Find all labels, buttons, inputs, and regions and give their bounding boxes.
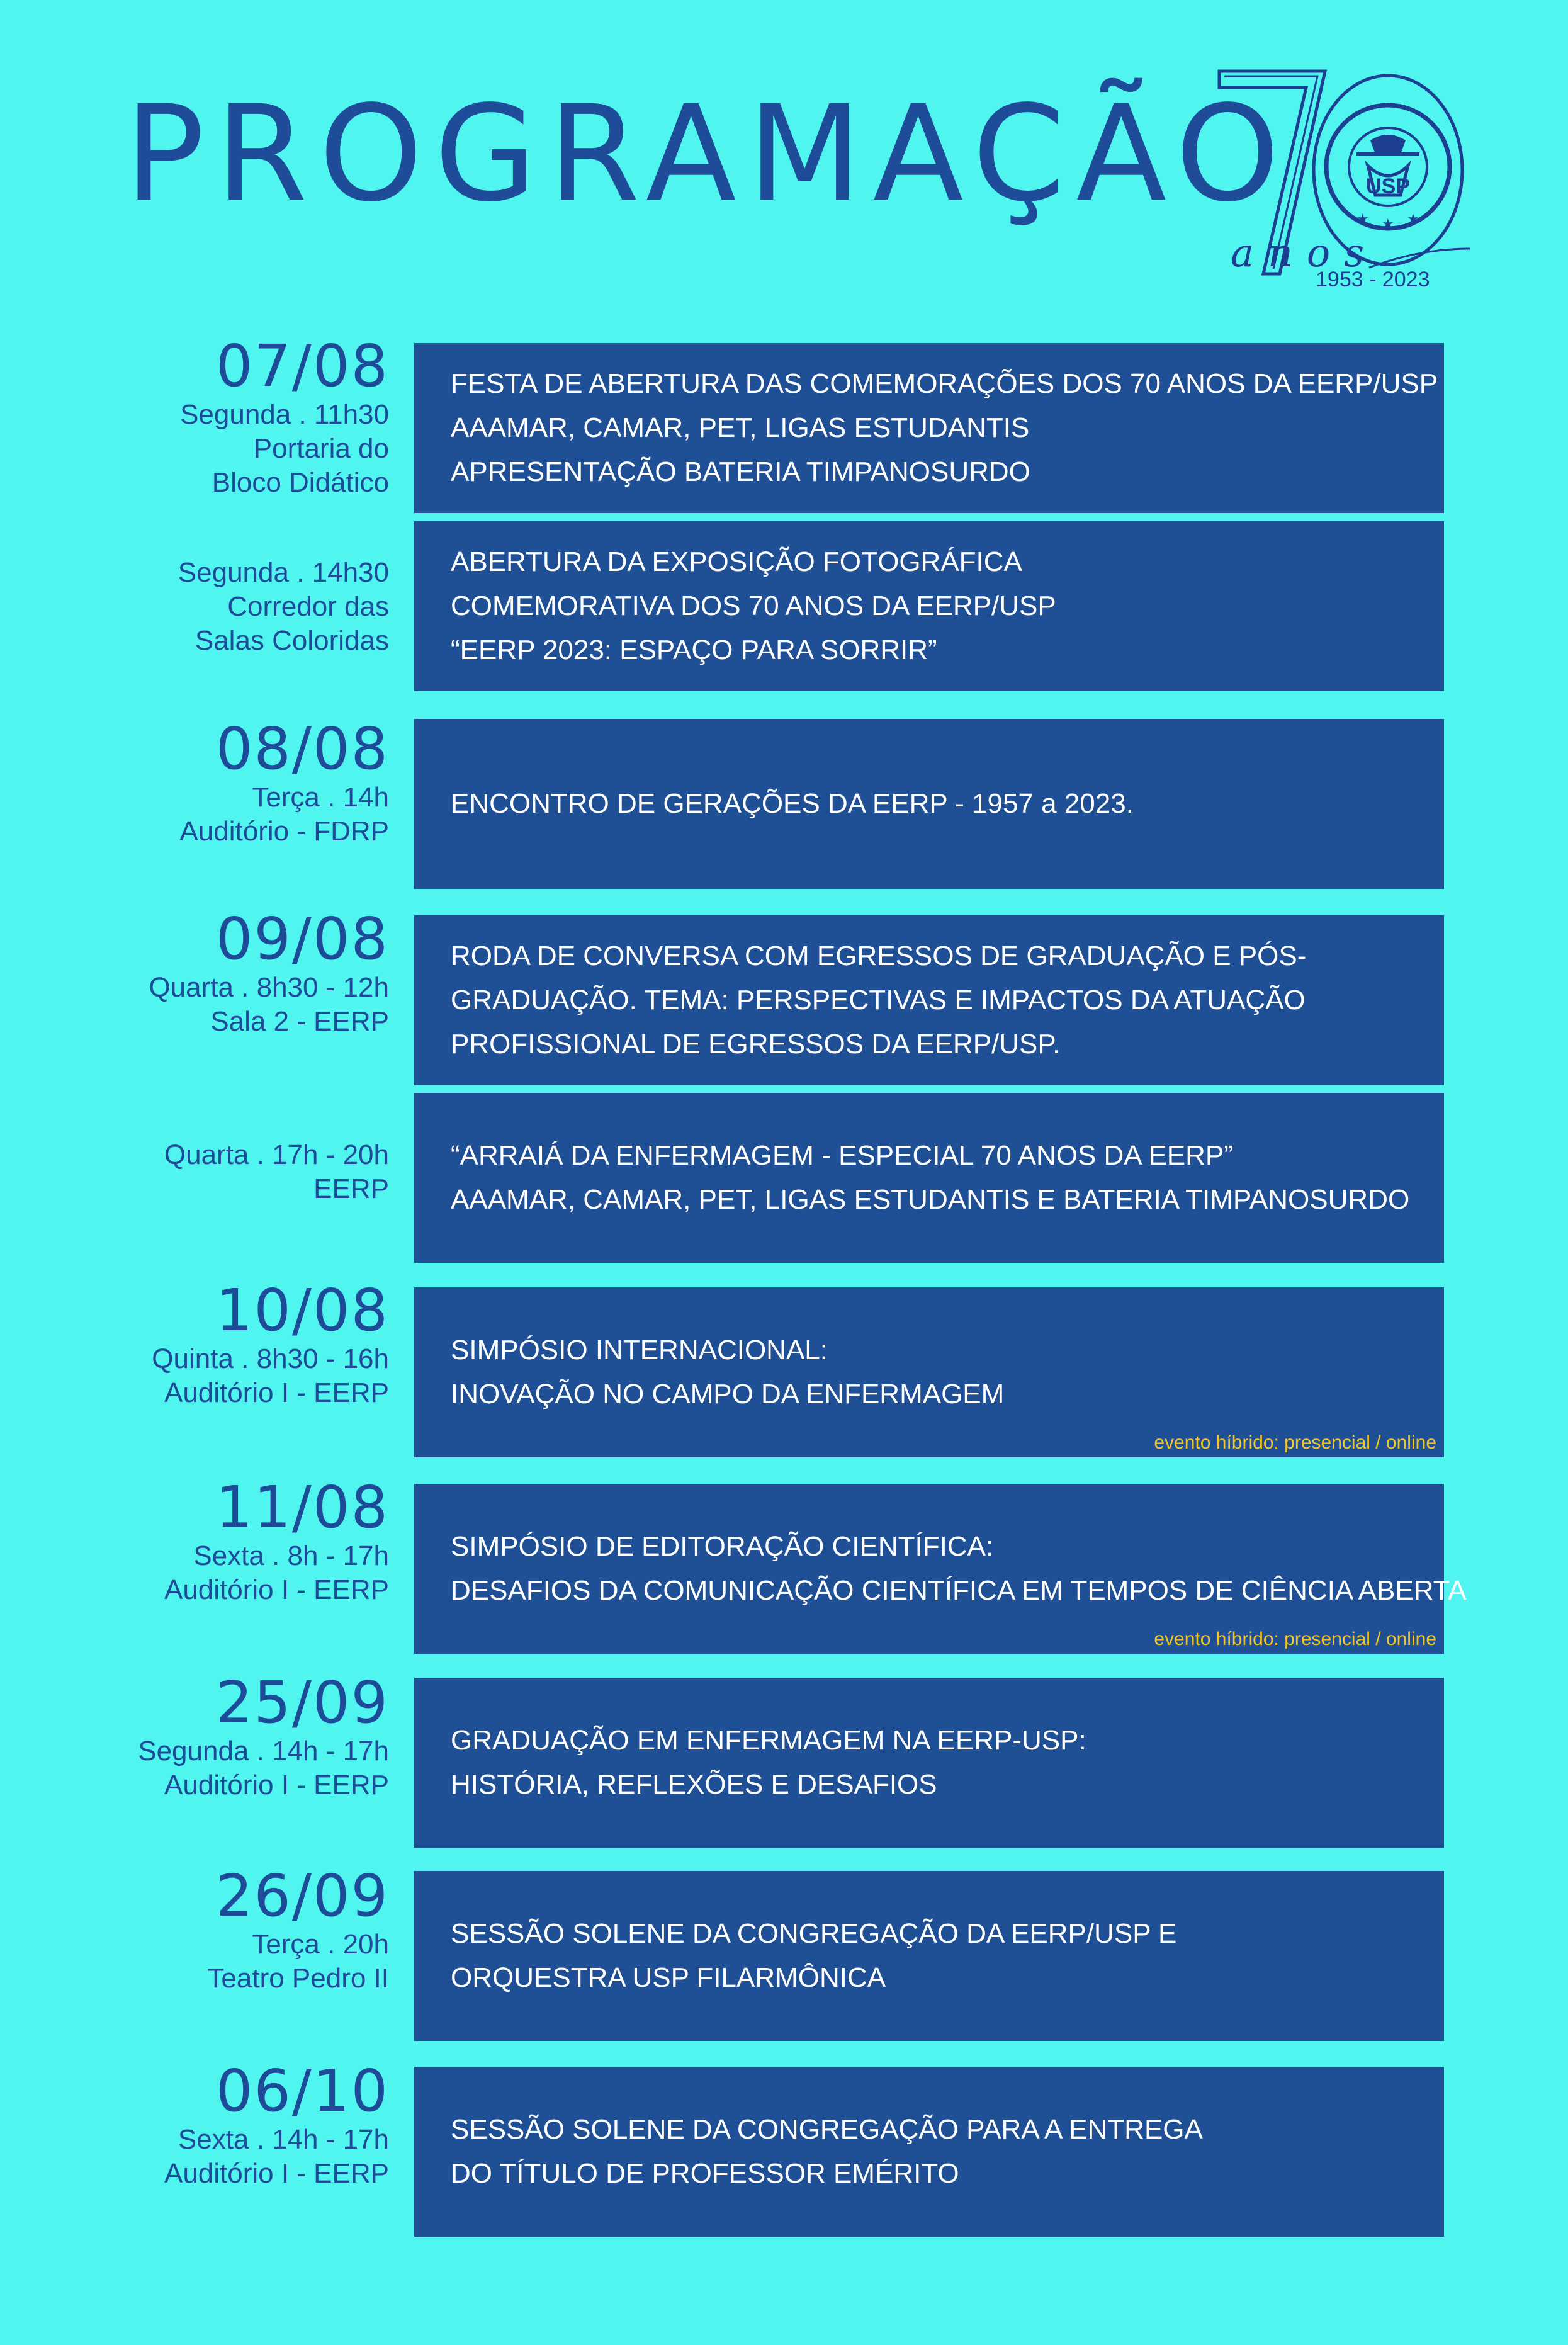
event-time: Terça . 20h <box>252 1929 389 1960</box>
event-location: Auditório I - EERP <box>164 1770 389 1800</box>
svg-text:★: ★ <box>1382 216 1394 232</box>
event-description-line: SESSÃO SOLENE DA CONGREGAÇÃO PARA A ENTREGA <box>451 2114 1203 2145</box>
event-info <box>0 905 389 1039</box>
event-date: 07/08 <box>215 332 389 400</box>
hybrid-event-note: evento híbrido: presencial / online <box>1154 1432 1436 1453</box>
event-info <box>0 556 389 658</box>
event-time: Terça . 14h <box>252 782 389 813</box>
event-date: 08/08 <box>215 715 389 783</box>
event-description-line: AAAMAR, CAMAR, PET, LIGAS ESTUDANTIS E BATERIA TIMPANOSURDO <box>451 1184 1410 1215</box>
event-location: Sala 2 - EERP <box>210 1006 389 1037</box>
event-description-line: “EERP 2023: ESPAÇO PARA SORRIR” <box>451 635 937 665</box>
logo-years: 1953 - 2023 <box>1316 268 1430 291</box>
event-info <box>0 715 389 849</box>
event-location: Bloco Didático <box>212 467 389 498</box>
event-description-line: DESAFIOS DA COMUNICAÇÃO CIENTÍFICA EM TEMPOS DE CIÊNCIA ABERTA <box>451 1575 1467 1606</box>
event-card <box>414 1678 1444 1848</box>
event-time: Quarta . 17h - 20h <box>164 1139 389 1170</box>
event-time: Sexta . 14h - 17h <box>178 2124 389 2155</box>
event-info <box>0 1476 389 1607</box>
event-description-line: DO TÍTULO DE PROFESSOR EMÉRITO <box>451 2158 959 2189</box>
event-card <box>414 2067 1444 2237</box>
event-info <box>0 1862 389 1996</box>
eerp-seal-icon <box>1326 105 1450 232</box>
event-card <box>414 521 1444 691</box>
event-date: 26/09 <box>215 1862 389 1930</box>
svg-text:★: ★ <box>1407 211 1419 227</box>
event-location: Auditório I - EERP <box>164 1377 389 1408</box>
event-date: 11/08 <box>215 1474 389 1541</box>
event-description-line: GRADUAÇÃO. TEMA: PERSPECTIVAS E IMPACTOS DA ATUAÇÃO <box>451 985 1306 1015</box>
event-description-line: HISTÓRIA, REFLEXÕES E DESAFIOS <box>451 1769 937 1800</box>
event-time: Segunda . 11h30 <box>180 399 389 430</box>
page-title: PROGRAMAÇÃO <box>125 77 1291 231</box>
event-description-line: SIMPÓSIO DE EDITORAÇÃO CIENTÍFICA: <box>451 1531 994 1562</box>
svg-text:★: ★ <box>1356 211 1369 227</box>
event-description-line: ORQUESTRA USP FILARMÔNICA <box>451 1962 886 1993</box>
event-time: Segunda . 14h - 17h <box>138 1736 389 1766</box>
event-description-line: INOVAÇÃO NO CAMPO DA ENFERMAGEM <box>451 1379 1005 1410</box>
anniversary-logo <box>1205 60 1470 299</box>
event-description-line: SIMPÓSIO INTERNACIONAL: <box>451 1335 828 1365</box>
event-location: Corredor das <box>227 591 389 622</box>
event-description-line: PROFISSIONAL DE EGRESSOS DA EERP/USP. <box>451 1029 1061 1059</box>
seal-usp-text: USP <box>1366 174 1410 198</box>
event-description-line: “ARRAIÁ DA ENFERMAGEM - ESPECIAL 70 ANOS DA EERP” <box>451 1140 1233 1171</box>
event-location: EERP <box>313 1173 389 1204</box>
event-card <box>414 915 1444 1085</box>
event-description-line: GRADUAÇÃO EM ENFERMAGEM NA EERP-USP: <box>451 1725 1086 1756</box>
event-location: Auditório - FDRP <box>179 816 389 847</box>
event-description-line: ENCONTRO DE GERAÇÕES DA EERP - 1957 a 2023. <box>451 788 1134 819</box>
event-location: Teatro Pedro II <box>207 1963 389 1994</box>
event-description-line: RODA DE CONVERSA COM EGRESSOS DE GRADUAÇÃO E PÓS- <box>451 941 1307 971</box>
event-description-line: COMEMORATIVA DOS 70 ANOS DA EERP/USP <box>451 590 1056 621</box>
event-info <box>0 1138 389 1206</box>
event-description-line: APRESENTAÇÃO BATERIA TIMPANOSURDO <box>451 456 1030 487</box>
event-info <box>0 332 389 500</box>
event-date: 25/09 <box>215 1669 389 1736</box>
event-date: 06/10 <box>215 2057 389 2125</box>
event-time: Quinta . 8h30 - 16h <box>152 1343 389 1374</box>
event-card <box>414 1093 1444 1263</box>
event-info <box>0 1279 389 1410</box>
event-card <box>414 719 1444 889</box>
event-description-line: ABERTURA DA EXPOSIÇÃO FOTOGRÁFICA <box>451 546 1022 577</box>
event-location: Auditório I - EERP <box>164 2158 389 2189</box>
event-info <box>0 1671 389 1802</box>
event-description-line: SESSÃO SOLENE DA CONGREGAÇÃO DA EERP/USP E <box>451 1918 1177 1949</box>
event-date: 09/08 <box>215 905 389 973</box>
event-time: Quarta . 8h30 - 12h <box>149 972 389 1003</box>
event-card <box>414 1484 1467 1654</box>
anos-text: anos <box>1231 230 1379 276</box>
event-location: Auditório I - EERP <box>164 1574 389 1605</box>
hybrid-event-note: evento híbrido: presencial / online <box>1154 1629 1436 1649</box>
event-time: Segunda . 14h30 <box>178 557 389 588</box>
event-info <box>0 2057 389 2191</box>
event-card <box>414 343 1444 513</box>
event-time: Sexta . 8h - 17h <box>193 1540 389 1571</box>
event-location: Portaria do <box>253 433 389 464</box>
event-location: Salas Coloridas <box>195 625 389 656</box>
event-date: 10/08 <box>215 1277 389 1344</box>
event-description-line: FESTA DE ABERTURA DAS COMEMORAÇÕES DOS 70 ANOS DA EERP/USP <box>451 368 1438 399</box>
event-card <box>414 1287 1444 1457</box>
event-description-line: AAAMAR, CAMAR, PET, LIGAS ESTUDANTIS <box>451 412 1030 443</box>
event-card <box>414 1871 1444 2041</box>
